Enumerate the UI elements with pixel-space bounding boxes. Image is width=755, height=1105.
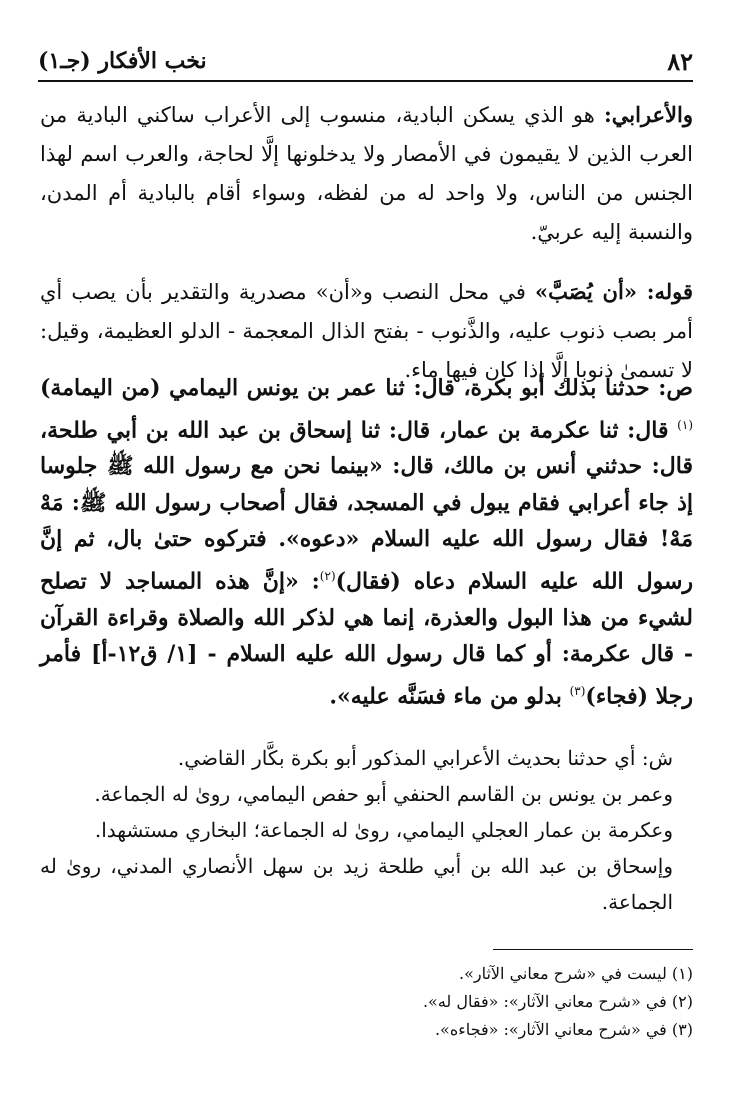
book-title: نخب الأفكار (جـ١) [38, 48, 207, 74]
paragraph-arabi-definition [40, 95, 693, 252]
paragraph-text: في محل النصب و«أن» مصدرية والتقدير بأن يصب أي أمر بصب ذنوب عليه، والذَّنوب - بفتح الذال المعجمة - الدلو العظيمة، وقيل: لا تسمىٰ ذنوبا إلَّا إذا كان فيها ماء. [40, 280, 693, 382]
hadith-part: بدلو من ماء فسَنَّه عليه». [329, 682, 570, 709]
commentary-line: وعكرمة بن عمار العجلي اليمامي، روىٰ له الجماعة؛ البخاري مستشهدا. [94, 818, 673, 842]
hadith-part: : «إنَّ هذه المساجد لا تصلح لشيء من هذا البول والعذرة، إنما هي لذكر الله والصلاة وقراءة القرآن - قال عكرمة: أو كما قال رسول الله عليه السلام - [١/ ق١٢-أ] فأمر رجلا (فجاء) [40, 568, 693, 709]
page-number: ٨٢ [667, 46, 693, 76]
commentary [40, 740, 693, 920]
commentary-line: وإسحاق بن عبد الله بن أبي طلحة زيد بن سهل الأنصاري المدني، روىٰ له الجماعة. [40, 854, 673, 914]
paragraph-text: هو الذي يسكن البادية، منسوب إلى الأعراب ساكني البادية من العرب الذين لا يقيمون في الأمصار ولا يدخلونها إلَّا لحاجة، والعرب اسم لهذا الجنس من الناس، ولا واحد له من لفظه، وسواء أقام بالبادية أم المدن، والنسبة إليه عربيّ. [40, 103, 693, 244]
footnotes [40, 960, 693, 1044]
hadith-text [40, 370, 693, 714]
footnote: (١) ليست في «شرح معاني الآثار». [459, 964, 693, 983]
term-label: قوله: «أن يُصَبَّ» [535, 279, 693, 304]
footnote: (٢) في «شرح معاني الآثار»: «فقال له». [422, 992, 693, 1011]
hadith-part: ص: حدثنا بذلك أبو بكرة، قال: ثنا عمر بن يونس اليمامي (من اليمامة) [40, 375, 693, 401]
page-header [38, 42, 693, 82]
commentary-line: ش: أي حدثنا بحديث الأعرابي المذكور أبو بكرة بكَّار القاضي. [177, 746, 673, 770]
footnote-divider [493, 949, 693, 950]
term-label: والأعرابي: [603, 102, 693, 127]
commentary-line: وعمر بن يونس بن القاسم الحنفي أبو حفص اليمامي، روىٰ له الجماعة. [94, 782, 673, 806]
footnote: (٣) في «شرح معاني الآثار»: «فجاءه». [434, 1020, 693, 1039]
footnote-marker: (٢) [319, 568, 336, 583]
footnote-marker: (٣) [569, 683, 586, 698]
hadith-part: قال: ثنا عكرمة بن عمار، قال: ثنا إسحاق بن عبد الله بن أبي طلحة، قال: حدثني أنس بن مالك، قال: «بينما نحن مع رسول الله ﷺ جلوسا إذ جاء أعرابي فقام يبول في المسجد، فقال أصحاب رسول الله ﷺ: مَهْ مَهْ! فقال رسول الله عليه السلام «دعوه». فتركوه حتىٰ بال، ثم إنَّ رسول الله عليه السلام دعاه (فقال) [40, 416, 693, 595]
footnote-marker: (١) [677, 417, 693, 432]
